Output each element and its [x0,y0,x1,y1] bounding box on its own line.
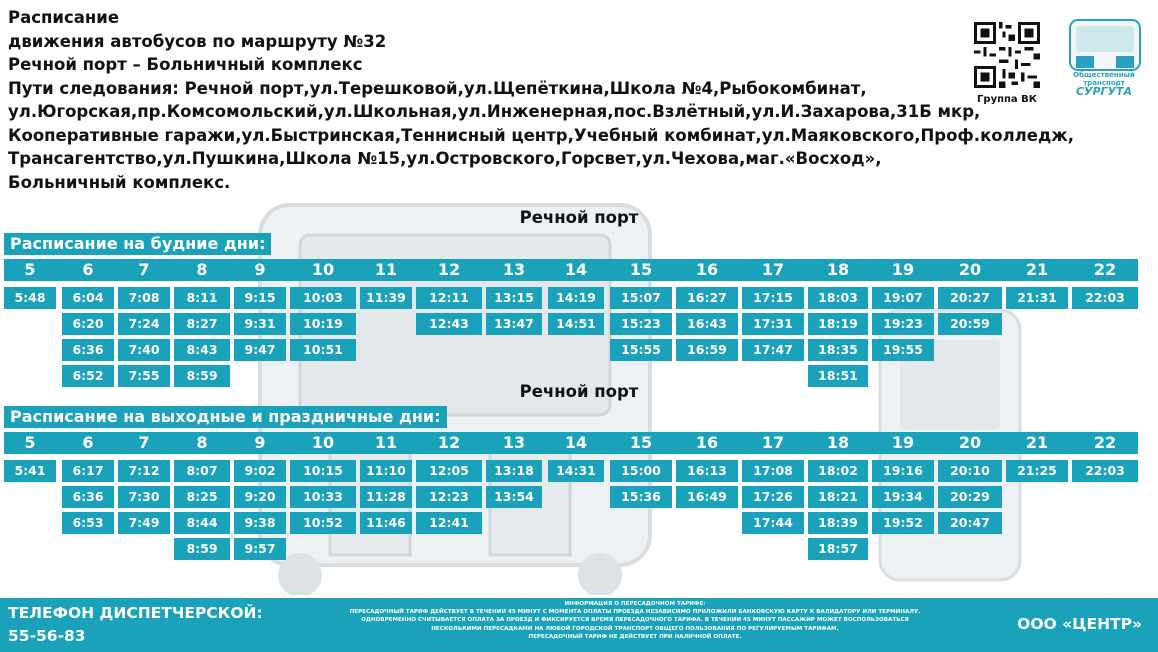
hour-header: 15 [629,433,653,452]
departure-time-cell: 7:08 [118,287,170,309]
transfer-tariff-info [285,600,985,641]
departure-time-cell: 8:43 [174,339,230,361]
departure-time-cell: 6:04 [62,287,114,309]
departure-time-cell: 17:08 [742,460,804,482]
departure-time-cell: 6:36 [62,339,114,361]
header-path-line: Больничный комплекс. [8,172,231,192]
departure-time-cell: 19:16 [872,460,934,482]
departure-time-cell: 6:17 [62,460,114,482]
hour-header: 11 [374,433,398,452]
departure-time-cell: 15:23 [610,313,672,335]
hour-header: 21 [1025,260,1049,279]
departure-time-cell: 11:28 [360,486,412,508]
departure-time-cell: 18:39 [808,512,868,534]
hour-header: 8 [196,433,208,452]
footer [0,598,1158,652]
departure-time-cell: 8:59 [174,538,230,560]
departure-time-cell: 13:15 [486,287,542,309]
header-route-number: движения автобусов по маршруту №32 [8,31,387,51]
hour-header: 21 [1025,433,1049,452]
header-path-line: Кооперативные гаражи,ул.Быстринская,Теннисный центр,Учебный комбинат,ул.Маяковского,Проф.колледж, [8,125,1074,145]
logo-line-2: транспорт [1083,79,1125,87]
departure-time-cell: 12:41 [416,512,482,534]
departure-time-cell: 10:52 [290,512,356,534]
hour-header: 7 [138,433,150,452]
weekday-schedule-label: Расписание на будние дни: [4,233,271,255]
departure-time-cell: 12:23 [416,486,482,508]
departure-time-cell: 9:02 [234,460,286,482]
hour-header: 12 [437,260,461,279]
departure-time-cell: 12:43 [416,313,482,335]
departure-time-cell: 6:36 [62,486,114,508]
header-title: Расписание [8,8,120,27]
organization-name: ООО «ЦЕНТР» [1017,615,1142,633]
hour-header: 18 [826,433,850,452]
hour-header: 5 [24,260,36,279]
transfer-info-line: ОДНОВРЕМЕННО СЧИТЫВАЕТСЯ ОПЛАТА ЗА ПРОЕЗД И ФИКСИРУЕТСЯ ВРЕМЯ ПЕРЕСАДОЧНОГО ТАРИФА. В ТЕЧЕНИИ 45 МИНУТ ПАССАЖИР МОЖЕТ ВОСПОЛЬЗОВАТЬСЯ [361,617,909,624]
logo-city: СУРГУТА [1075,85,1133,98]
hour-header: 5 [24,433,36,452]
hour-header: 22 [1093,433,1117,452]
departure-time-cell: 12:11 [416,287,482,309]
departure-time-cell: 20:47 [938,512,1002,534]
departure-time-cell: 18:35 [808,339,868,361]
departure-time-cell: 18:02 [808,460,868,482]
departure-time-cell: 18:19 [808,313,868,335]
departure-time-cell: 6:20 [62,313,114,335]
departure-time-cell: 19:23 [872,313,934,335]
departure-time-cell: 17:47 [742,339,804,361]
departure-time-cell: 16:13 [676,460,738,482]
departure-time-cell: 5:41 [4,460,56,482]
departure-time-cell: 21:31 [1006,287,1068,309]
departure-time-cell: 19:52 [872,512,934,534]
departure-time-cell: 19:55 [872,339,934,361]
hour-header: 16 [695,433,719,452]
transfer-info-title: ИНФОРМАЦИЯ О ПЕРЕСАДОЧНОМ ТАРИФЕ: [564,601,706,607]
departure-time-cell: 9:31 [234,313,286,335]
departure-time-cell: 14:19 [548,287,604,309]
departure-time-cell: 8:27 [174,313,230,335]
departure-time-cell: 13:47 [486,313,542,335]
weekend-hour-bar [4,432,1138,454]
departure-time-cell: 8:11 [174,287,230,309]
departure-time-cell: 5:48 [4,287,56,309]
hour-header: 16 [695,260,719,279]
departure-time-cell: 21:25 [1006,460,1068,482]
hour-header: 9 [254,260,266,279]
departure-time-cell: 17:44 [742,512,804,534]
hour-header: 14 [564,433,588,452]
departure-time-cell: 7:12 [118,460,170,482]
departure-time-cell: 20:10 [938,460,1002,482]
header-path-line: Трансагентство,ул.Пушкина,Школа №15,ул.Островского,Горсвет,ул.Чехова,маг.«Восход», [8,149,882,168]
departure-time-cell: 19:34 [872,486,934,508]
departure-time-cell: 9:15 [234,287,286,309]
departure-time-cell: 17:26 [742,486,804,508]
departure-time-cell: 17:15 [742,287,804,309]
departure-time-cell: 18:03 [808,287,868,309]
hour-header: 15 [629,260,653,279]
departure-time-cell: 13:18 [486,460,542,482]
hour-header: 17 [761,433,785,452]
departure-time-cell: 15:55 [610,339,672,361]
departure-time-cell: 10:03 [290,287,356,309]
departure-time-cell: 11:46 [360,512,412,534]
departure-time-cell: 16:59 [676,339,738,361]
departure-time-cell: 18:57 [808,538,868,560]
weekday-hour-bar [4,259,1138,281]
hour-header: 6 [82,433,94,452]
qr-code-icon[interactable] [974,22,1040,88]
departure-time-cell: 20:59 [938,313,1002,335]
hour-header: 18 [826,260,850,279]
departure-time-cell: 8:59 [174,365,230,387]
departure-time-cell: 7:40 [118,339,170,361]
departure-time-cell: 7:49 [118,512,170,534]
departure-time-cell: 9:38 [234,512,286,534]
departure-time-cell: 16:43 [676,313,738,335]
hour-header: 13 [502,260,526,279]
departure-time-cell: 11:39 [360,287,412,309]
hour-header: 19 [891,260,915,279]
transfer-info-line: НЕСКОЛЬКИМИ ПЕРЕСАДКАМИ НА ЛЮБОЙ ГОРОДСКОЙ ТРАНСПОРТ ОБЩЕГО ПОЛЬЗОВАНИЯ ПО РЕГУЛИРУЕМЫМ ТАРИФАМ. [431,625,839,632]
departure-time-cell: 7:55 [118,365,170,387]
dispatcher-phone-label: ТЕЛЕФОН ДИСПЕТЧЕРСКОЙ: [8,604,263,622]
hour-header: 7 [138,260,150,279]
departure-time-cell: 18:21 [808,486,868,508]
transfer-info-line: ПЕРЕСАДОЧНЫЙ ТАРИФ ДЕЙСТВУЕТ В ТЕЧЕНИИ 45 МИНУТ С МОМЕНТА ОПЛАТЫ ПРОЕЗДА НЕЗАВИСИМО ПРИЛОЖИЛИ БАНКОВСКУЮ КАРТУ К ВАЛИДАТОРУ ИЛИ ТЕРМИНАЛУ. [349,609,921,616]
departure-time-cell: 8:25 [174,486,230,508]
hour-header: 13 [502,433,526,452]
departure-time-cell: 12:05 [416,460,482,482]
departure-time-cell: 9:20 [234,486,286,508]
hour-header: 14 [564,260,588,279]
hour-header: 11 [374,260,398,279]
departure-time-cell: 20:29 [938,486,1002,508]
departure-time-cell: 9:57 [234,538,286,560]
departure-time-cell: 16:49 [676,486,738,508]
transfer-info-line: ПЕРЕСАДОЧНЫЙ ТАРИФ НЕ ДЕЙСТВУЕТ ПРИ НАЛИЧНОЙ ОПЛАТЕ. [528,633,742,640]
header-path-line: Пути следования: Речной порт,ул.Терешковой,ул.Щепёткина,Школа №4,Рыбокомбинат, [8,78,867,98]
hour-header: 17 [761,260,785,279]
dispatcher-phone[interactable]: 55-56-83 [8,627,86,645]
departure-time-cell: 20:27 [938,287,1002,309]
hour-header: 6 [82,260,94,279]
hour-header: 20 [958,260,982,279]
hour-header: 10 [311,433,335,452]
hour-header: 20 [958,433,982,452]
departure-time-cell: 22:03 [1072,287,1138,309]
logo-line-1: Общественный [1073,71,1135,79]
departure-time-cell: 10:19 [290,313,356,335]
departure-time-cell: 15:36 [610,486,672,508]
departure-time-cell: 22:03 [1072,460,1138,482]
departure-time-cell: 13:54 [486,486,542,508]
weekday-stop-name: Речной порт [519,208,639,227]
departure-time-cell: 15:00 [610,460,672,482]
hour-header: 8 [196,260,208,279]
hour-header: 12 [437,433,461,452]
weekend-schedule-label: Расписание на выходные и праздничные дни: [4,406,447,428]
departure-time-cell: 6:52 [62,365,114,387]
departure-time-cell: 10:33 [290,486,356,508]
departure-time-cell: 14:51 [548,313,604,335]
departure-time-cell: 7:30 [118,486,170,508]
departure-time-cell: 15:07 [610,287,672,309]
departure-time-cell: 8:07 [174,460,230,482]
departure-time-cell: 10:15 [290,460,356,482]
departure-time-cell: 8:44 [174,512,230,534]
qr-caption: Группа ВК [977,94,1037,105]
hour-header: 19 [891,433,915,452]
departure-time-cell: 11:10 [360,460,412,482]
departure-time-cell: 18:51 [808,365,868,387]
weekend-stop-name: Речной порт [519,382,639,401]
departure-time-cell: 16:27 [676,287,738,309]
hour-header: 10 [311,260,335,279]
hour-header: 9 [254,433,266,452]
departure-time-cell: 9:47 [234,339,286,361]
departure-time-cell: 6:53 [62,512,114,534]
departure-time-cell: 7:24 [118,313,170,335]
header-path-line: ул.Югорская,пр.Комсомольский,ул.Школьная,ул.Инженерная,пос.Взлётный,ул.И.Захарова,31Б мкр, [8,102,981,121]
departure-time-cell: 17:31 [742,313,804,335]
departure-time-cell: 10:51 [290,339,356,361]
header-route-ends: Речной порт – Больничный комплекс [8,55,363,74]
departure-time-cell: 14:31 [548,460,604,482]
hour-header: 22 [1093,260,1117,279]
departure-time-cell: 19:07 [872,287,934,309]
